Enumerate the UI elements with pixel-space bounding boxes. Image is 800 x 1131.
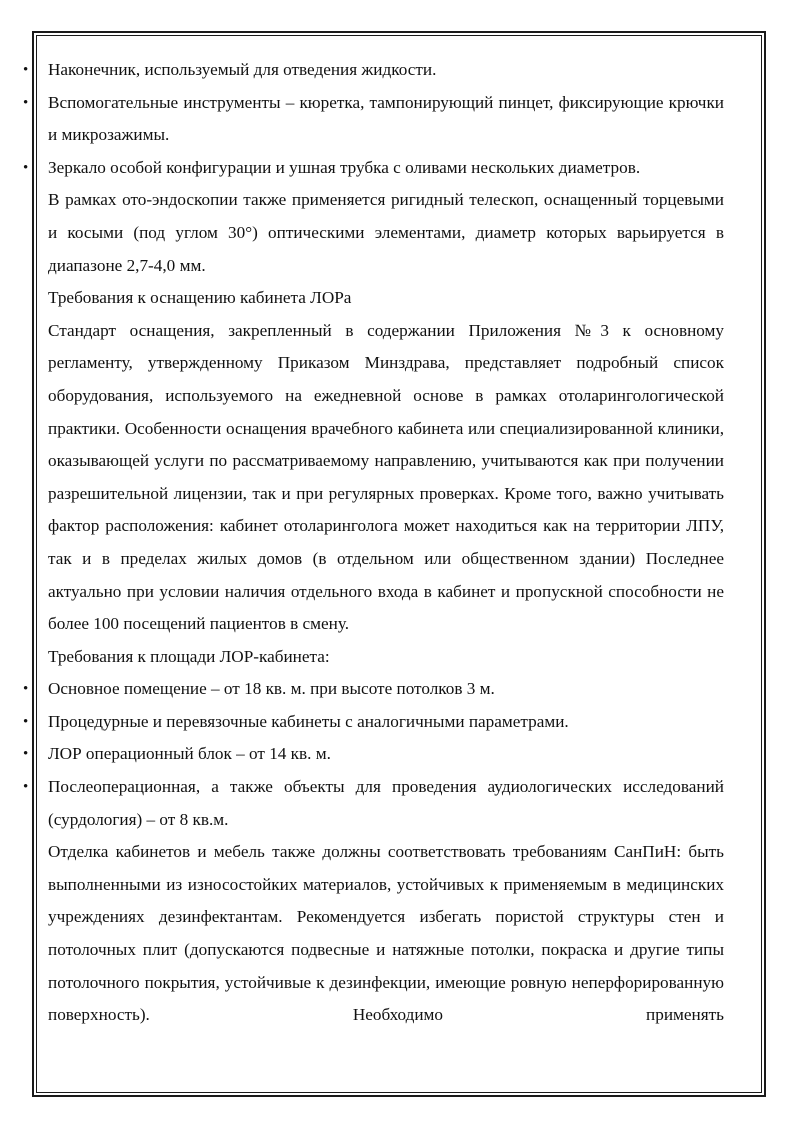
paragraph-endoscopy: В рамках ото-эндоскопии также применяется ригидный телескоп, оснащенный торцевыми и косыми (под углом 30°) оптическими элементами, диаметр которых варьируется в диапазоне 2,7-4,0 мм. — [48, 190, 724, 275]
document-body — [23, 54, 724, 1032]
heading-area-requirements: Требования к площади ЛОР-кабинета: — [48, 646, 330, 666]
list-item — [23, 54, 724, 87]
paragraph-equipment-standard: Стандарт оснащения, закрепленный в содержании Приложения №3 к основному регламенту, утвержденному Приказом Минздрава, представляет подробный список оборудования, используемого на ежедневной основе в рамках отоларингологической практики. Особенности оснащения врачебного кабинета или специализированной клиники, оказывающей услуги по рассматриваемому направлению, учитываются как при получении разрешительной лицензии, так и при регулярных проверках. Кроме того, важно учитывать фактор расположения: кабинет отоларинголога может находиться как на территории ЛПУ, так и в пределах жилых домов (в отдельном или общественном здании) Последнее актуально при условии наличия отдельного входа в кабинет и пропускной способности не более 100 посещений пациентов в смену. — [48, 320, 724, 634]
list-item — [23, 771, 724, 836]
bullet-marker: • — [23, 62, 29, 78]
bullet-marker: • — [23, 746, 29, 763]
list-item — [23, 87, 724, 152]
heading-equipment-requirements: Требования к оснащению кабинета ЛОРа — [48, 288, 352, 308]
list-item-text: Процедурные и перевязочные кабинеты с аналогичными параметрами. — [48, 711, 569, 731]
list-item — [23, 152, 724, 185]
list-item — [23, 673, 724, 706]
list-item-text: Вспомогательные инструменты – кюретка, тампонирующий пинцет, фиксирующие крючки и микрозажимы. — [48, 92, 724, 145]
bullet-marker: • — [23, 681, 29, 698]
list-item — [23, 738, 724, 771]
paragraph-finishing: Отделка кабинетов и мебель также должны соответствовать требованиям СанПиН: быть выполненными из износостойких материалов, устойчивых к применяемым в медицинских учреждениях дезинфектантам. Рекомендуется избегать пористой структуры стен и потолочных плит (допускаются подвесные и натяжные потолки, покраска и другие типы потолочного покрытия, устойчивые к дезинфекции, имеющие ровную неперфорированную поверхность). Необходимо применять — [48, 842, 724, 1025]
list-item-text: Наконечник, используемый для отведения жидкости. — [48, 60, 437, 79]
bullet-list-area — [23, 673, 724, 836]
list-item-text: Основное помещение – от 18 кв. м. при высоте потолков 3 м. — [48, 679, 495, 699]
list-item-text: Зеркало особой конфигурации и ушная трубка с оливами нескольких диаметров. — [48, 157, 641, 177]
list-item-text: Послеоперационная, а также объекты для проведения аудиологических исследований (сурдология) – от 8 кв.м. — [48, 777, 724, 829]
bullet-list-instruments — [23, 54, 724, 184]
list-item-text: ЛОР операционный блок – от 14 кв. м. — [48, 744, 331, 764]
bullet-marker: • — [23, 713, 29, 730]
bullet-marker: • — [23, 159, 29, 176]
bullet-marker: • — [23, 779, 29, 796]
bullet-marker: • — [23, 94, 29, 111]
list-item — [23, 706, 724, 739]
